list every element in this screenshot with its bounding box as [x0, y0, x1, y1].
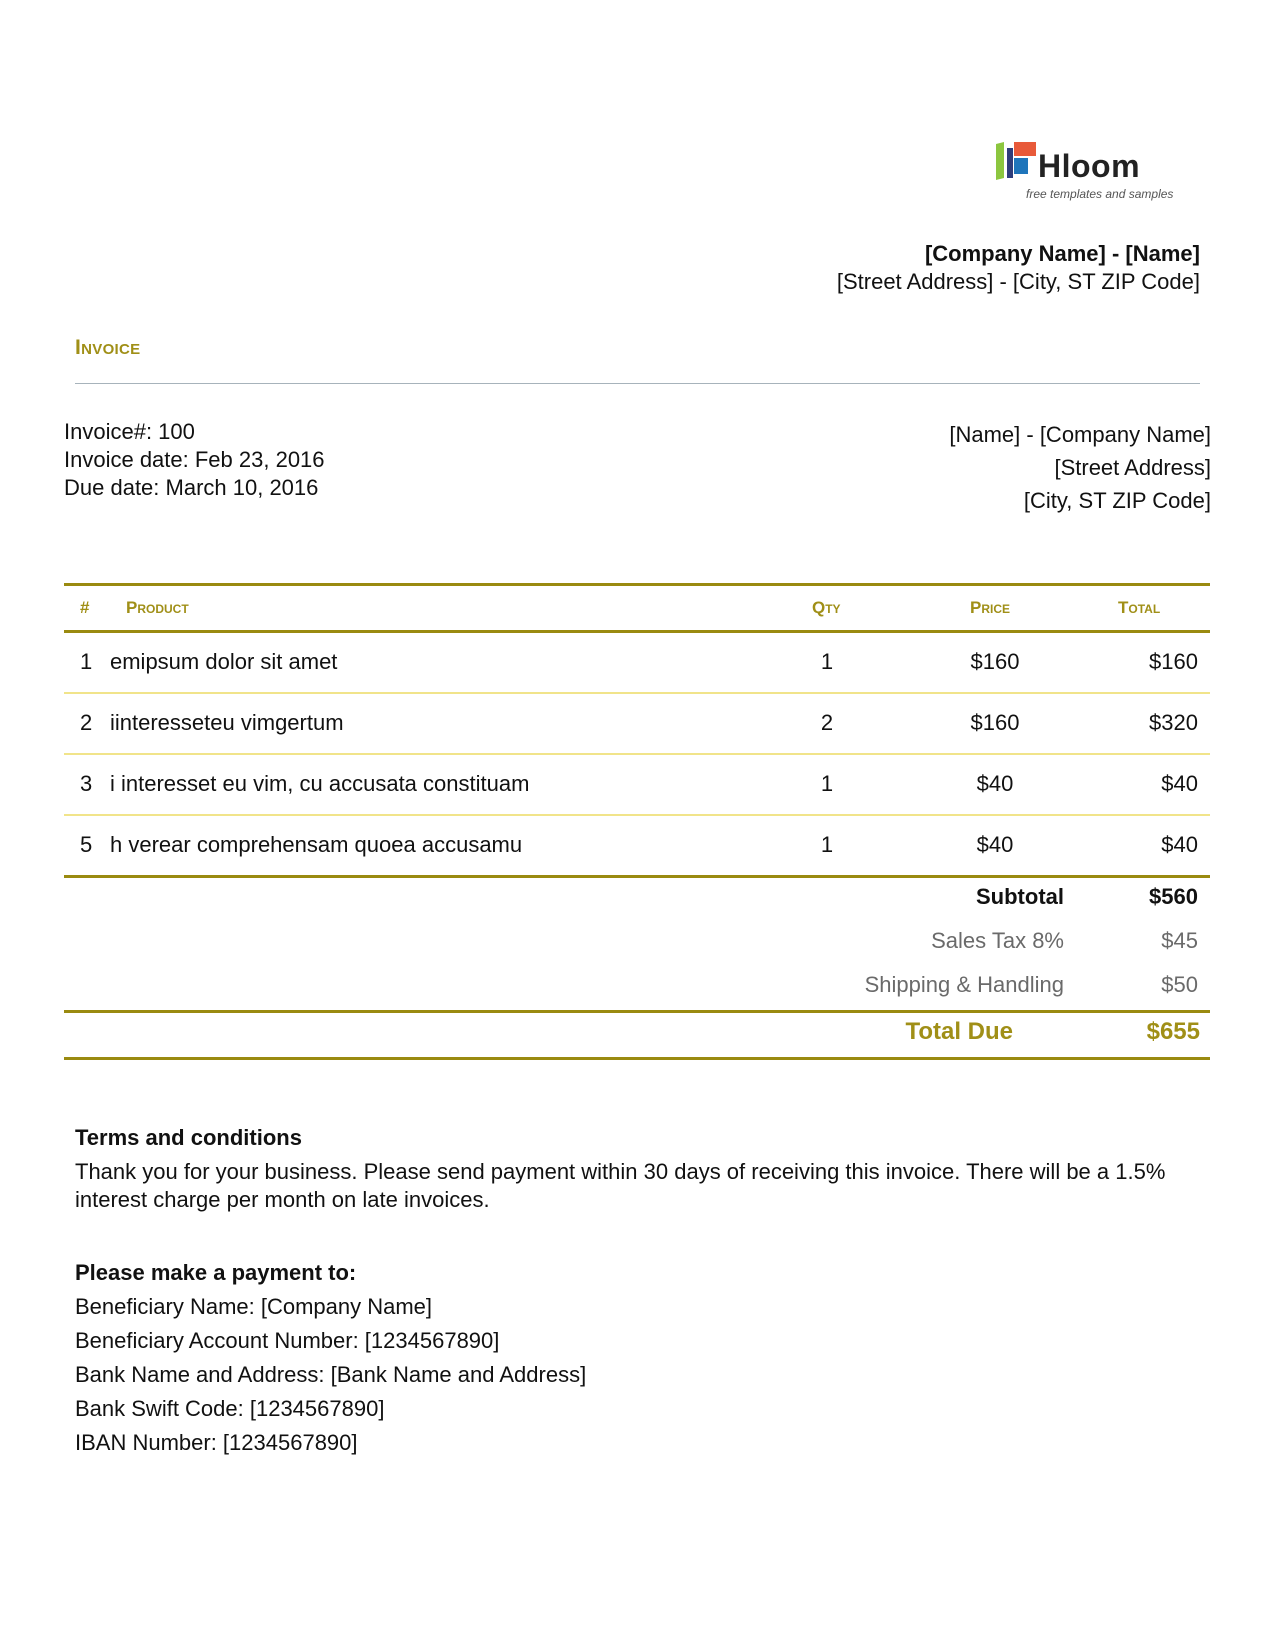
sender-address — [837, 240, 1200, 296]
table-row — [64, 755, 1210, 816]
shipping-label: Shipping & Handling — [864, 972, 1064, 997]
total-divider-bottom — [64, 1057, 1210, 1060]
row-qty: 2 — [820, 710, 834, 735]
hloom-logo-icon — [994, 142, 1038, 182]
row-total: $40 — [1161, 832, 1198, 857]
total-due-value: $655 — [1146, 1018, 1200, 1045]
table-row — [64, 633, 1210, 694]
row-number: 1 — [80, 649, 93, 674]
due-date: Due date: March 10, 2016 — [64, 475, 319, 500]
terms-body: Thank you for your business. Please send payment within 30 days of receiving this invoice. There will be a 1.5% interest charge per month on late invoices. — [75, 1159, 1166, 1212]
subtotal-value: $560 — [1149, 884, 1198, 909]
bill-to-name: [Name] - [Company Name] — [949, 422, 1211, 447]
subtotal-label: Subtotal — [976, 884, 1064, 909]
header-product: Product — [126, 598, 189, 617]
row-price: $160 — [970, 710, 1020, 735]
terms-section — [75, 1124, 1195, 1214]
row-number: 5 — [80, 832, 93, 857]
row-price: $40 — [976, 771, 1014, 796]
row-qty: 1 — [820, 771, 834, 796]
sales-tax-value: $45 — [1161, 928, 1198, 953]
row-number: 2 — [80, 710, 93, 735]
payment-section — [75, 1256, 1195, 1460]
logo-tagline: free templates and samples — [1026, 187, 1174, 201]
row-product: emipsum dolor sit amet — [110, 649, 338, 674]
header-num: # — [80, 598, 90, 617]
sender-name: [Company Name] - [Name] — [924, 241, 1200, 266]
row-qty: 1 — [820, 649, 834, 674]
totals-summary — [64, 884, 1210, 1016]
swift-code: Bank Swift Code: [1234567890] — [75, 1396, 385, 1421]
row-product: i interesset eu vim, cu accusata constituam — [110, 771, 530, 796]
bill-to-city: [City, ST ZIP Code] — [1023, 488, 1211, 513]
document-title: Invoice — [75, 336, 141, 359]
shipping-value: $50 — [1161, 972, 1198, 997]
row-product: h verear comprehensam quoea accusamu — [110, 832, 523, 857]
invoice-date: Invoice date: Feb 23, 2016 — [64, 447, 325, 472]
divider — [75, 383, 1200, 384]
hloom-logo — [994, 142, 1194, 204]
terms-heading: Terms and conditions — [75, 1125, 302, 1150]
row-price: $160 — [970, 649, 1020, 674]
items-table — [64, 583, 1210, 878]
row-product: iinteresseteu vimgertum — [110, 710, 344, 735]
row-total: $320 — [1149, 710, 1198, 735]
beneficiary-name: Beneficiary Name: [Company Name] — [75, 1294, 433, 1319]
beneficiary-account: Beneficiary Account Number: [1234567890] — [75, 1328, 500, 1353]
row-total: $160 — [1149, 649, 1198, 674]
sender-street: [Street Address] - [City, ST ZIP Code] — [836, 269, 1200, 294]
payment-heading: Please make a payment to: — [75, 1260, 357, 1285]
total-divider-top — [64, 1010, 1210, 1013]
bill-to — [949, 418, 1211, 517]
row-number: 3 — [80, 771, 93, 796]
table-row — [64, 816, 1210, 878]
invoice-meta — [64, 418, 325, 502]
row-qty: 1 — [820, 832, 834, 857]
total-due-label: Total Due — [905, 1018, 1013, 1045]
table-header — [64, 583, 1210, 633]
iban-number: IBAN Number: [1234567890] — [75, 1430, 358, 1455]
row-price: $40 — [976, 832, 1014, 857]
logo-wordmark: Hloom — [1038, 148, 1141, 184]
bank-name-address: Bank Name and Address: [Bank Name and Address] — [75, 1362, 587, 1387]
bill-to-street: [Street Address] — [1054, 455, 1211, 480]
header-total: Total — [1118, 598, 1161, 617]
invoice-number: Invoice#: 100 — [64, 419, 195, 444]
table-row — [64, 694, 1210, 755]
header-qty: Qty — [812, 598, 841, 617]
header-price: Price — [970, 598, 1011, 617]
row-total: $40 — [1161, 771, 1198, 796]
sales-tax-label: Sales Tax 8% — [931, 928, 1064, 953]
